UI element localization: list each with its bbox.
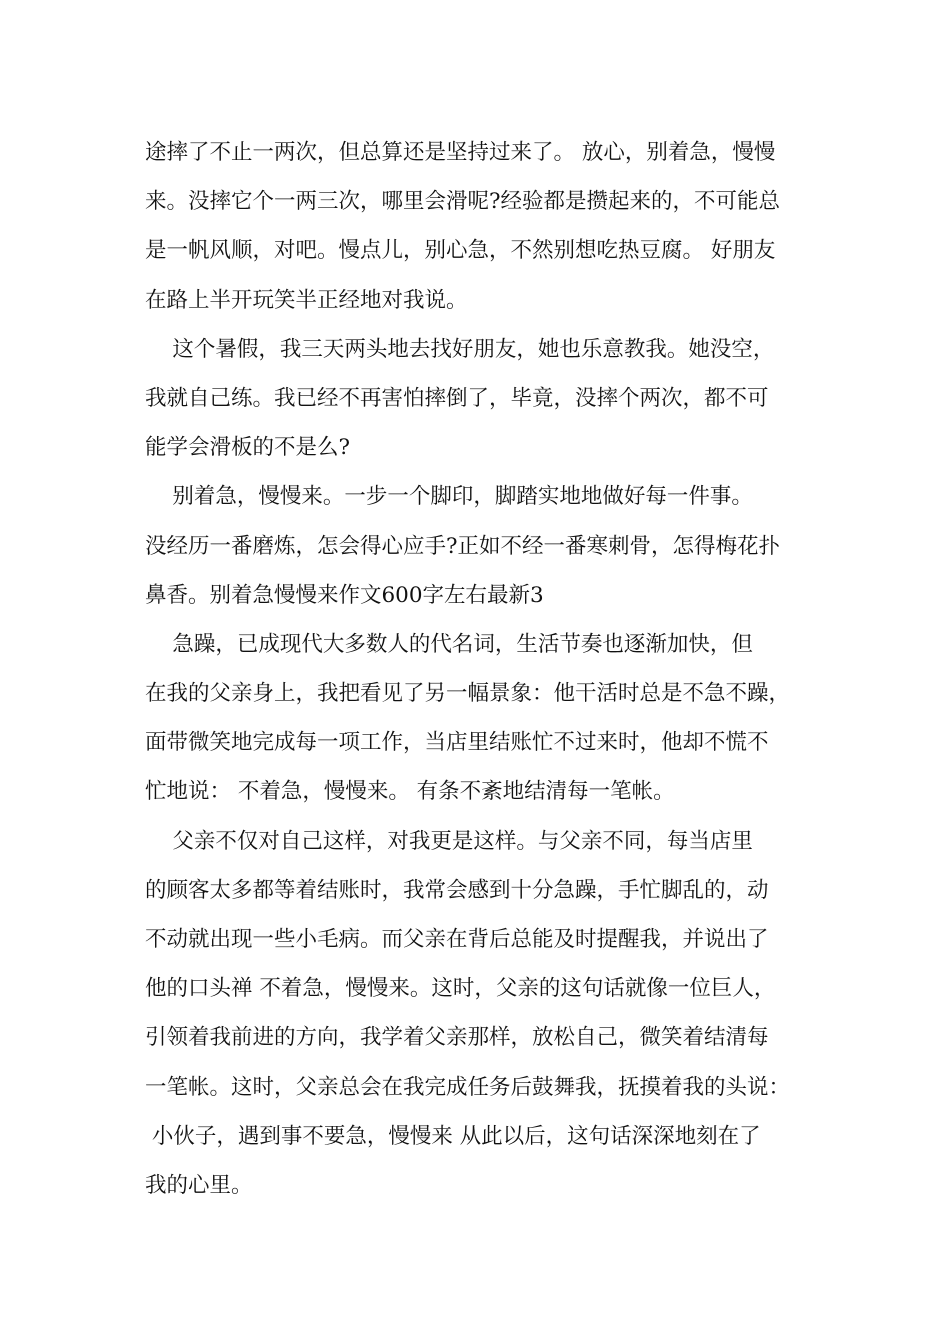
- text-line: 在路上半开玩笑半正经地对我说。: [145, 287, 468, 313]
- text-line: 在我的父亲身上，我把看见了另一幅景象：他干活时总是不急不躁，: [145, 681, 791, 707]
- text-line: 不动就出现一些小毛病。而父亲在背后总能及时提醒我，并说出了: [145, 927, 769, 952]
- text-line: 的顾客太多都等着结账时，我常会感到十分急躁，手忙脚乱的，动: [145, 877, 769, 903]
- text-line: 我就自己练。我已经不再害怕摔倒了，毕竟，没摔个两次，都不可: [145, 385, 769, 411]
- text-line: 这个暑假，我三天两头地去找好朋友，她也乐意教我。她没空，: [145, 336, 775, 362]
- text-line: 没经历一番磨炼，怎会得心应手?正如不经一番寒刺骨，怎得梅花扑: [145, 533, 781, 559]
- text-line: 父亲不仅对自己这样，对我更是这样。与父亲不同，每当店里: [145, 828, 753, 854]
- text-line: 一笔帐。这时，父亲总会在我完成任务后鼓舞我，抚摸着我的头说：: [145, 1074, 791, 1100]
- text-line: 忙地说： 不着急，慢慢来。 有条不紊地结清每一笔帐。: [145, 779, 675, 805]
- text-line: 急躁，已成现代大多数人的代名词，生活节奏也逐渐加快，但: [145, 631, 753, 657]
- text-line: 是一帆风顺，对吧。慢点儿，别心急，不然别想吃热豆腐。 好朋友: [145, 238, 776, 264]
- document-body: [145, 128, 815, 1210]
- text-line: 他的口头禅 不着急，慢慢来。这时，父亲的这句话就像一位巨人，: [145, 976, 776, 1002]
- text-line: 面带微笑地完成每一项工作，当店里结账忙不过来时，他却不慌不: [145, 730, 769, 756]
- text-line: 途摔了不止一两次，但总算还是坚持过来了。 放心，别着急，慢慢: [145, 140, 776, 165]
- text-line: 小伙子，遇到事不要急，慢慢来 从此以后，这句话深深地刻在了: [145, 1123, 761, 1149]
- text-line: 来。没摔它个一两三次，哪里会滑呢?经验都是攒起来的，不可能总: [145, 189, 781, 215]
- text-line: 能学会滑板的不是么?: [145, 435, 351, 461]
- text-line: 我的心里。: [145, 1172, 253, 1198]
- text-line: 别着急，慢慢来。一步一个脚印，脚踏实地地做好每一件事。: [145, 484, 753, 510]
- text-line: 引领着我前进的方向，我学着父亲那样，放松自己，微笑着结清每: [145, 1025, 769, 1051]
- text-line: 鼻香。别着急慢慢来作文600字左右最新3: [145, 582, 544, 608]
